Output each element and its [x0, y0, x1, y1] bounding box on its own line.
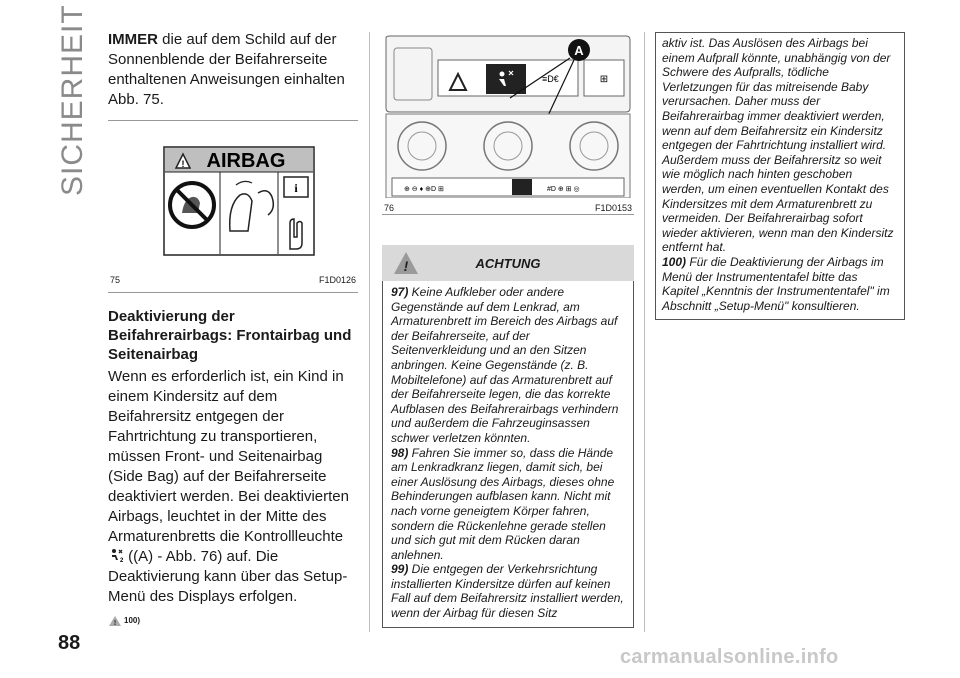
svg-text:⊞: ⊞ — [599, 74, 609, 85]
section-heading: Deaktivierung der Beifahrerairbags: Frontairbag und Seitenairbag — [108, 308, 352, 363]
warning-item — [391, 446, 625, 563]
column-3 — [655, 32, 905, 320]
watermark: carmanualsonline.info — [620, 646, 839, 668]
airbag-label-text: AIRBAG — [206, 150, 286, 172]
callout-a: A — [574, 43, 584, 58]
column-divider — [644, 32, 645, 632]
svg-text:i: i — [294, 181, 298, 195]
figure-code: F1D0153 — [594, 203, 632, 213]
intro-text: die auf dem Schild auf der Sonnenblende der Beifahrerseite enthaltenen Anweisungen einhalten Abb. 75. — [108, 31, 345, 108]
figure-caption — [382, 200, 634, 213]
warning-item-text: Für die Deaktivierung der Airbags im Menü der Instrumententafel bitte das Kapitel „Kenntnis der Instrumententafel" im Abschnitt „Setup-Menü" konsultieren. — [662, 254, 890, 313]
figure-number: 76 — [384, 203, 395, 213]
page-number: 88 — [58, 632, 81, 654]
warning-item-number: 97) — [391, 285, 409, 299]
warning-header — [382, 245, 634, 281]
svg-text:2: 2 — [120, 558, 124, 563]
warning-item-text: Keine Aufkleber oder andere Gegenstände auf dem Lenkrad, am Armaturenbrett im Bereich des Airbags auf der Beifahrerseite, auf der Seitenverkleidung und an den Sitzen anbringen. Keine Gegenstände (z. B. Mobiltelefone) auf das Armaturenbrett auf der Beifahrerseite legen, die das korrekte Aufblasen des Beifahrerairbags verhindern und außerdem die Fahrzeuginsassen schwer verletzen könnten. — [391, 285, 619, 445]
warning-body — [382, 281, 634, 628]
dashboard-console-illustration — [382, 34, 634, 198]
warning-triangle-icon — [392, 250, 420, 276]
svg-text:!: ! — [113, 620, 117, 628]
warning-item — [391, 562, 625, 620]
svg-text:≡D€: ≡D€ — [542, 74, 559, 84]
column-divider — [369, 32, 370, 632]
warning-reference — [108, 611, 358, 631]
warning-item — [662, 255, 896, 313]
figure-number: 75 — [110, 275, 121, 285]
warning-triangle-icon — [108, 615, 122, 627]
warning-continued-text: aktiv ist. Das Auslösen des Airbags bei einem Aufprall könnte, unabhängig von der Schwere des Aufpralls, tödliche Verletzungen für das mitreisende Baby verursachen. Daher muss der Beifahrerairbag immer deaktiviert werden, wenn auf dem Beifahrersitz ein Kindersitz entgegen der Fahrtrichtung installiert wird. Außerdem muss der Beifahrersitz so weit wie möglich nach hinten geschoben werden, um einen eventuellen Kontakt des Kindersitzes mit dem Armaturenbrett zu vermeiden. Der Beifahrerairbag sofort wieder aktivieren, wenn man den Kindersitz entfernt hat. — [662, 36, 894, 255]
column-2 — [382, 30, 634, 628]
svg-text:#D ⊕ ⊞ ◎: #D ⊕ ⊞ ◎ — [547, 186, 580, 193]
warning-body-continued — [655, 32, 905, 320]
body-text-a: Wenn es erforderlich ist, ein Kind in einem Kindersitz auf dem Beifahrersitz entgegen der Fahrtrichtung zu transportieren, müssen Front- und Seitenairbag (Side Bag) auf der Beifahrerseite deaktiviert werden. Bei deaktivierten Airbags, leuchtet in der Mitte des Armaturenbretts die Kontrollleuchte — [108, 368, 349, 545]
warning-item-number: 100) — [662, 254, 687, 269]
intro-paragraph — [108, 30, 358, 110]
reference-number: 100) — [124, 616, 141, 626]
section-title: SICHERHEIT — [56, 4, 89, 196]
svg-text:!: ! — [403, 258, 409, 274]
warning-title: ACHTUNG — [475, 255, 541, 271]
figure-caption — [108, 267, 358, 290]
svg-text:⊕ ⊖ ♦ ⊕D ⊞: ⊕ ⊖ ♦ ⊕D ⊞ — [404, 186, 444, 193]
figure-75 — [108, 120, 358, 293]
figure-code: F1D0126 — [318, 275, 356, 285]
warning-item-number: 98) — [391, 445, 409, 460]
column-1 — [108, 30, 358, 631]
airbag-off-icon — [108, 547, 124, 563]
figure-76 — [382, 34, 634, 215]
body-paragraph — [108, 367, 358, 607]
svg-text:!: ! — [181, 159, 185, 169]
intro-bold: IMMER — [108, 31, 158, 48]
warning-item-text: Die entgegen der Verkehrsrichtung installierten Kindersitze dürfen auf keinen Fall auf dem Beifahrersitz installiert werden, wenn der Airbag für diesen Sitz — [391, 562, 624, 621]
airbag-label-illustration — [108, 121, 358, 271]
body-text-b: ((A) - Abb. 76) auf. Die Deaktivierung kann über das Setup-Menü des Displays erfolgen. — [108, 548, 348, 605]
warning-item-text: Fahren Sie immer so, dass die Hände am Lenkradkranz liegen, damit sich, bei einer Auslösung des Airbags, dieses ohne Behinderungen aufblasen kann. Nicht mit nach vorne geneigtem Körper fahren, sondern die Rückenlehne gerade stellen und sich gut mit dem Rücken daran anlehnen. — [391, 445, 615, 562]
warning-item-number: 99) — [391, 562, 409, 577]
warning-item — [391, 285, 625, 446]
